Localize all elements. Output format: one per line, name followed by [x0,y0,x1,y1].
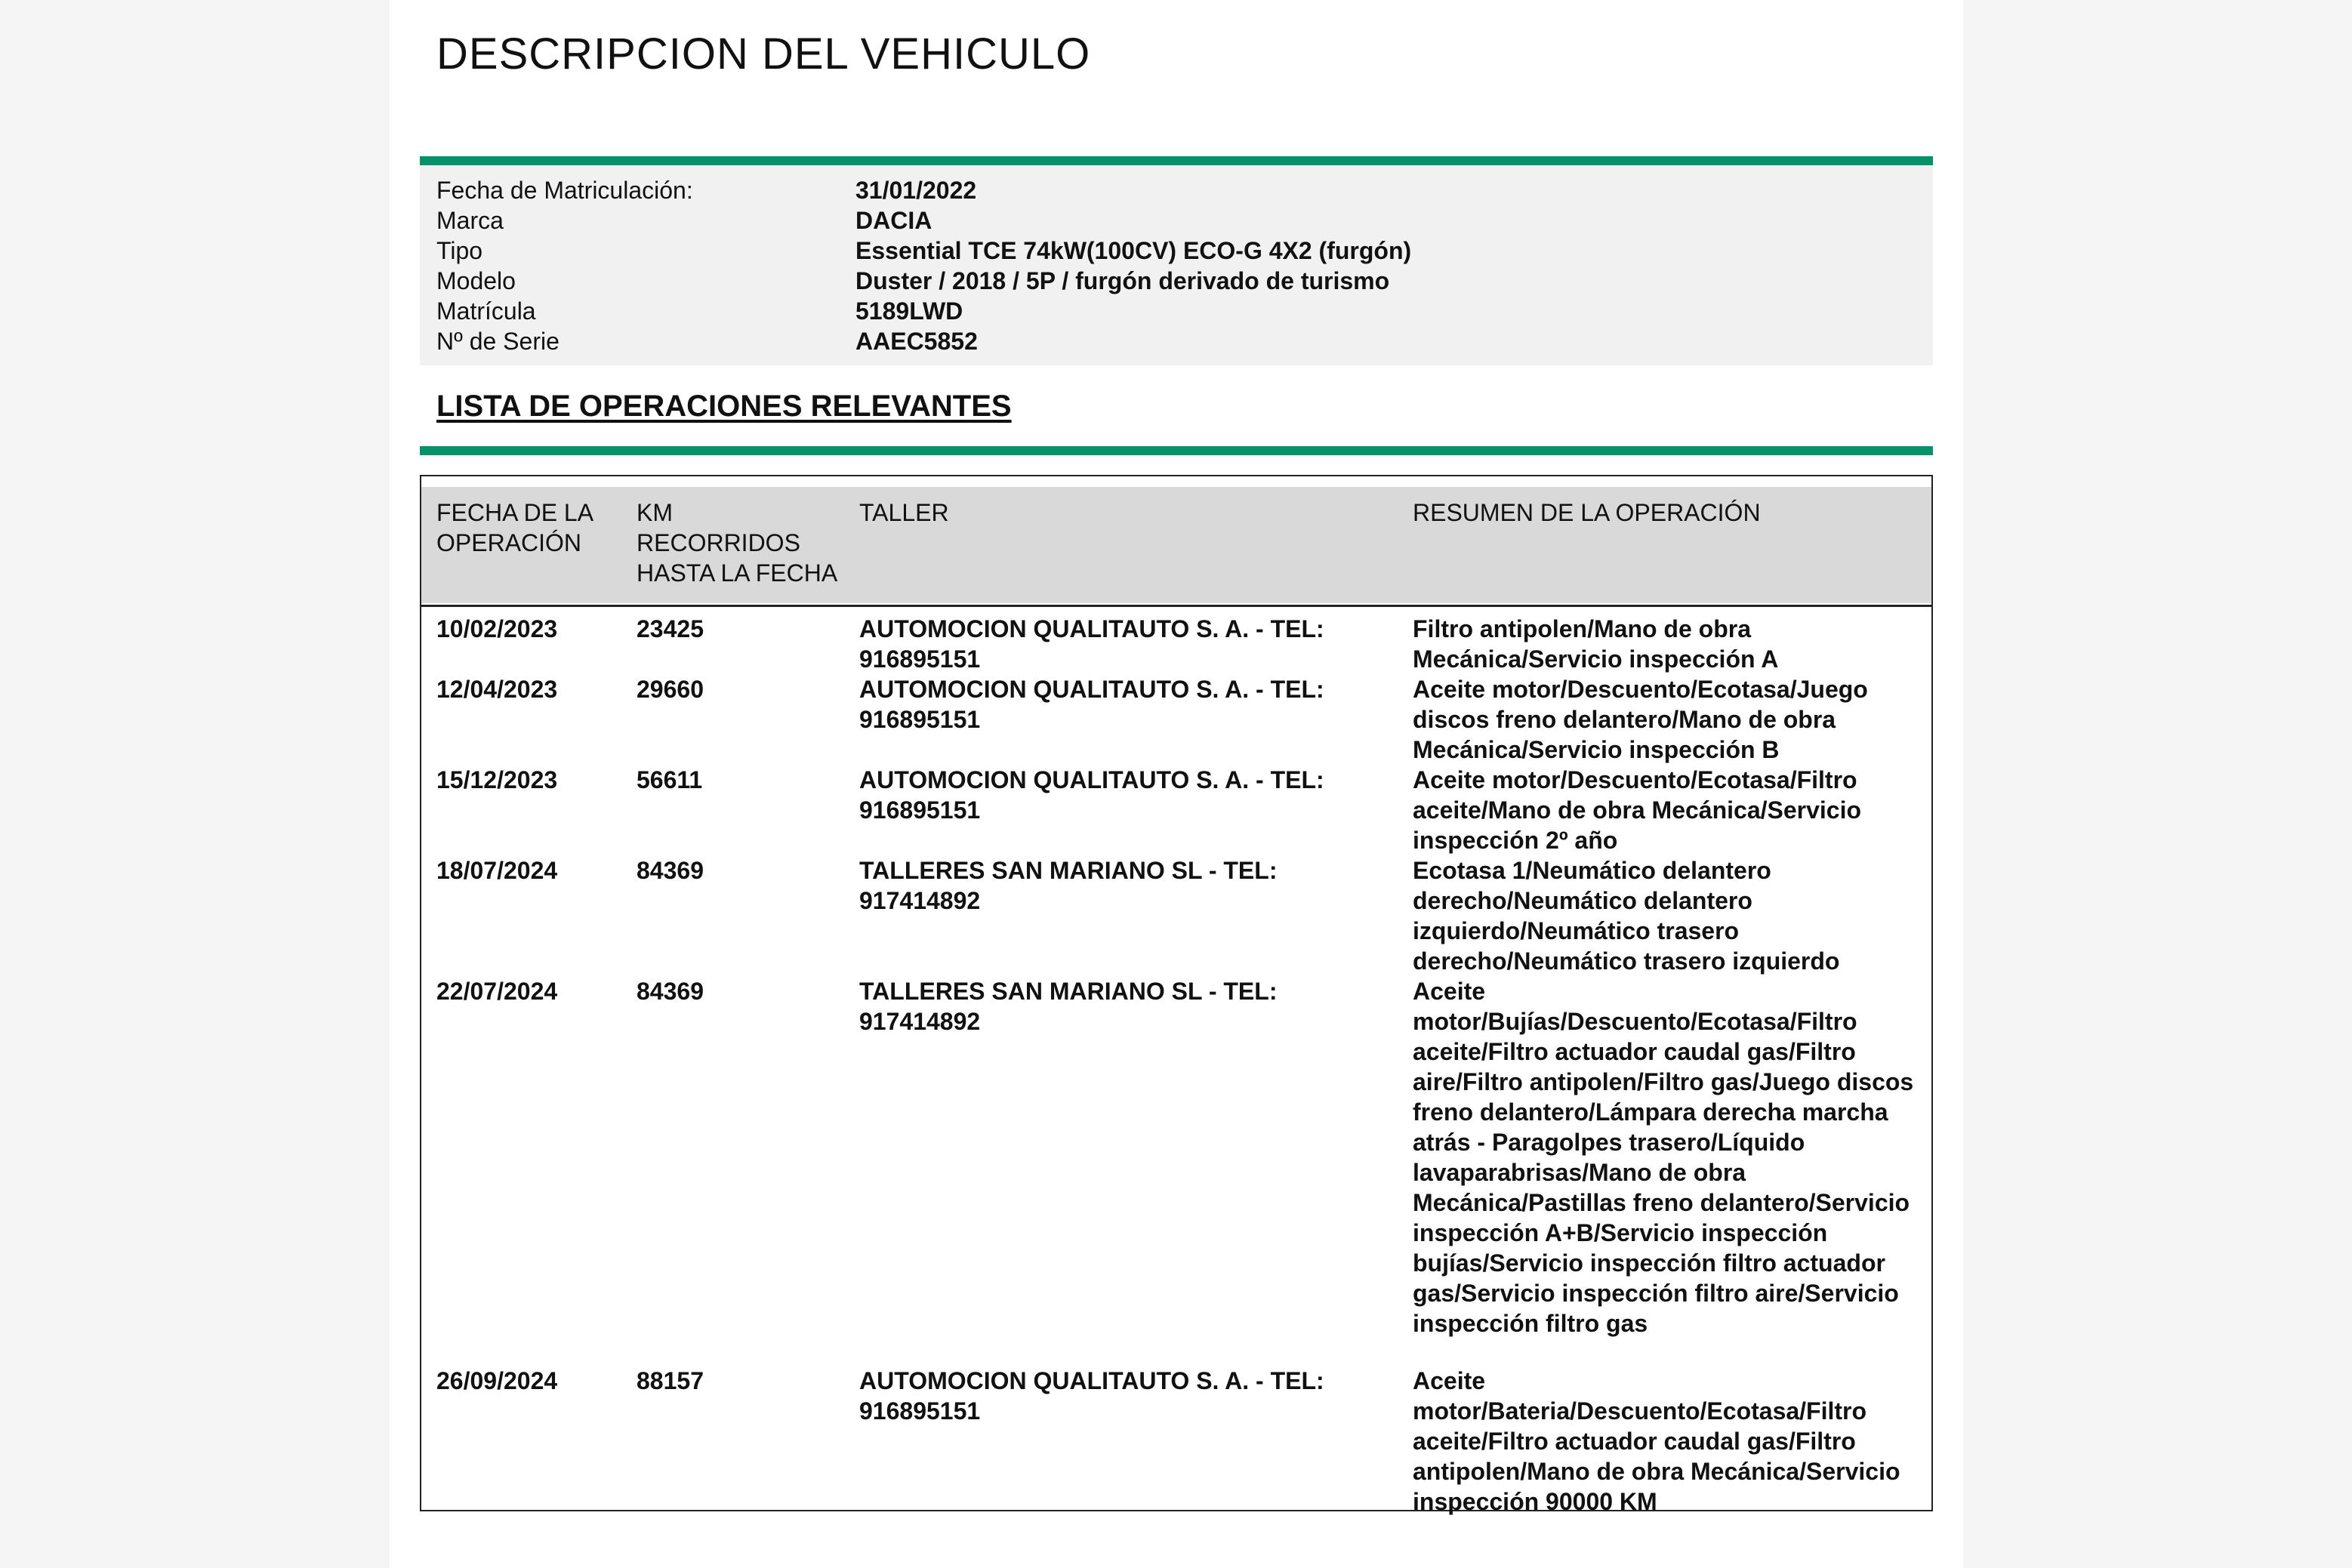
row-km: 29660 [637,676,704,703]
row-date: 18/07/2024 [436,857,558,884]
field-value: DACIA [855,207,932,234]
row-date: 26/09/2024 [436,1367,558,1394]
field-label: Nº de Serie [436,328,559,355]
vehicle-details [420,166,1933,365]
row-summary: Filtro antipolen/Mano de obra Mecánica/Servicio inspección A [1413,615,1779,673]
row-summary: Ecotasa 1/Neumático delantero derecho/Neumático delantero izquierdo/Neumático trasero derecho/Neumático trasero izquierdo [1413,857,1840,975]
row-date: 10/02/2023 [436,615,558,642]
document-page [390,0,1963,1568]
field-value: 31/01/2022 [855,177,977,204]
header-km: KM RECORRIDOS HASTA LA FECHA [637,499,838,587]
row-date: 12/04/2023 [436,676,558,703]
header-date: FECHA DE LA OPERACIÓN [436,499,593,556]
field-value: Duster / 2018 / 5P / furgón derivado de turismo [855,267,1390,294]
row-km: 56611 [637,766,703,793]
field-label: Matrícula [436,297,536,325]
row-date: 15/12/2023 [436,766,558,793]
row-date: 22/07/2024 [436,978,558,1005]
operations-title: LISTA DE OPERACIONES RELEVANTES [436,390,1012,423]
operations-table [420,475,1933,1515]
row-workshop: TALLERES SAN MARIANO SL - TEL: 917414892 [859,978,1278,1035]
field-value: AAEC5852 [855,328,978,355]
field-label: Tipo [436,237,483,264]
field-label: Fecha de Matriculación: [436,177,693,204]
row-km: 88157 [637,1367,704,1394]
header-summary: RESUMEN DE LA OPERACIÓN [1413,499,1761,526]
row-workshop: AUTOMOCION QUALITAUTO S. A. - TEL: 916895151 [859,676,1324,733]
row-km: 23425 [637,615,704,642]
section-divider [420,446,1933,455]
row-workshop: TALLERES SAN MARIANO SL - TEL: 917414892 [859,857,1278,914]
field-label: Marca [436,207,504,234]
row-workshop: AUTOMOCION QUALITAUTO S. A. - TEL: 916895151 [859,615,1324,673]
row-summary: Aceite motor/Descuento/Ecotasa/Juego discos freno delantero/Mano de obra Mecánica/Servicio inspección B [1413,676,1868,763]
field-value: 5189LWD [855,297,963,325]
row-workshop: AUTOMOCION QUALITAUTO S. A. - TEL: 916895151 [859,1367,1324,1425]
row-summary: Aceite motor/Descuento/Ecotasa/Filtro aceite/Mano de obra Mecánica/Servicio inspección 2º año [1413,766,1862,854]
field-value: Essential TCE 74kW(100CV) ECO-G 4X2 (furgón) [855,237,1412,264]
table-header [421,487,1931,603]
header-divider [421,605,1931,607]
row-workshop: AUTOMOCION QUALITAUTO S. A. - TEL: 916895151 [859,766,1324,824]
row-summary: Aceite motor/Bujías/Descuento/Ecotasa/Filtro aceite/Filtro actuador caudal gas/Filtro aire/Filtro antipolen/Filtro gas/Juego discos freno delantero/Lámpara derecha marcha atrás - Paragolpes trasero/Líquido lavaparabrisas/Mano de obra Mecánica/Pastillas freno delantero/Servicio inspección A+B/Servicio inspección bujías/Servicio inspección filtro actuador gas/Servicio inspección filtro aire/Servicio inspección filtro gas [1413,978,1914,1337]
page-title: DESCRIPCION DEL VEHICULO [436,29,1091,79]
row-km: 84369 [637,978,704,1005]
header-workshop: TALLER [859,499,949,526]
field-label: Modelo [436,267,516,294]
section-divider [420,156,1933,165]
row-summary: Aceite motor/Bateria/Descuento/Ecotasa/Filtro aceite/Filtro actuador caudal gas/Filtro antipolen/Mano de obra Mecánica/Servicio inspección 90000 KM [1413,1367,1900,1515]
row-km: 84369 [637,857,704,884]
